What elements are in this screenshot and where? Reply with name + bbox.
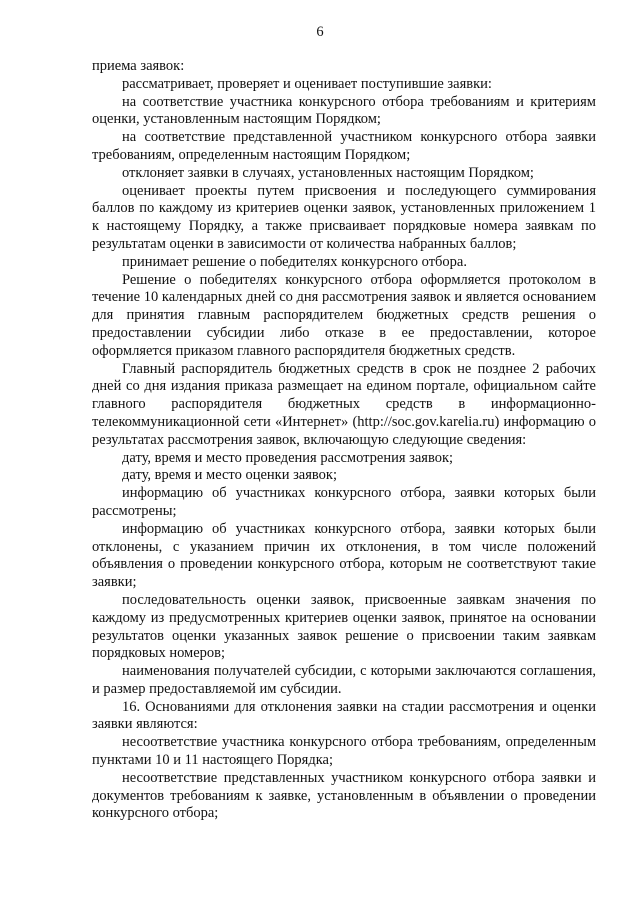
paragraph: наименования получателей субсидии, с которыми заключаются соглашения, и размер предоставляемой им субсидии.: [92, 663, 596, 697]
paragraph: Главный распорядитель бюджетных средств в срок не позднее 2 рабочих дней со дня издания приказа размещает на едином портале, официальном сайте главного распорядителя бюджетных средств в информационно-телекоммуникационной сети «Интернет» (http://soc.gov.karelia.ru) информацию о результатах рассмотрения заявок, включающую следующие сведения:: [92, 360, 596, 448]
paragraph: Решение о победителях конкурсного отбора оформляется протоколом в течение 10 календарных дней со дня рассмотрения заявок и является основанием для принятия главным распорядителем бюджетных средств решения о предоставлении субсидии либо отказе в ее предоставлении, которое оформляется приказом главного распорядителя бюджетных средств.: [92, 271, 596, 359]
paragraph: рассматривает, проверяет и оценивает поступившие заявки:: [122, 75, 492, 92]
paragraph-continuation: приема заявок:: [92, 58, 185, 74]
paragraph: дату, время и место проведения рассмотрения заявок;: [122, 449, 454, 466]
page-number: 6: [316, 24, 324, 40]
paragraph: дату, время и место оценки заявок;: [122, 467, 337, 484]
document-body: [92, 58, 596, 823]
paragraph: отклоняет заявки в случаях, установленных настоящим Порядком;: [122, 164, 534, 181]
paragraph: оценивает проекты путем присвоения и последующего суммирования баллов по каждому из критериев оценки заявок, установленных приложением 1 к настоящему Порядку, а также присваивает порядковые номера заявкам по результатам оценки в зависимости от количества набранных баллов;: [92, 182, 596, 252]
paragraph: информацию об участниках конкурсного отбора, заявки которых были отклонены, с указанием причин их отклонения, в том числе положений объявления о проведении конкурсного отбора, которым не соответствуют такие заявки;: [92, 520, 596, 591]
paragraph: несоответствие участника конкурсного отбора требованиям, определенным пунктами 10 и 11 настоящего Порядка;: [92, 734, 596, 769]
paragraph: информацию об участниках конкурсного отбора, заявки которых были рассмотрены;: [92, 485, 596, 519]
paragraph: на соответствие представленной участником конкурсного отбора заявки требованиям, определенным настоящим Порядком;: [92, 129, 596, 163]
paragraph-section-16: 16. Основаниями для отклонения заявки на стадии рассмотрения и оценки заявки являются:: [92, 698, 596, 733]
paragraph: на соответствие участника конкурсного отбора требованиям и критериям оценки, установленным настоящим Порядком;: [92, 93, 596, 128]
paragraph: последовательность оценки заявок, присвоенные заявкам значения по каждому из предусмотренных критериев оценки заявок, принятое на основании результатов оценки указанных заявок решение о присвоении таким заявкам порядковых номеров;: [92, 591, 596, 662]
paragraph: принимает решение о победителях конкурсного отбора.: [122, 253, 467, 270]
paragraph: несоответствие представленных участником конкурсного отбора заявки и документов требованиям к заявке, установленным в объявлении о проведении конкурсного отбора;: [92, 769, 596, 822]
